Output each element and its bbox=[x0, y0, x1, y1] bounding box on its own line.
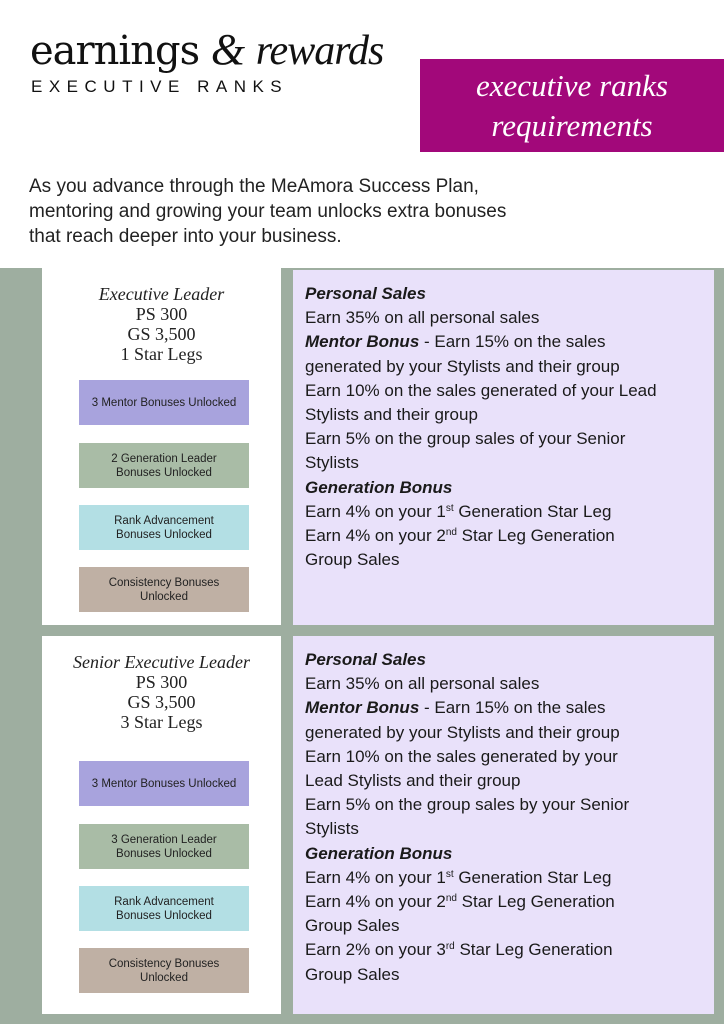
rank-details-executive-leader bbox=[293, 270, 714, 625]
generation-bonus-badge: 3 Generation Leader Bonuses Unlocked bbox=[79, 824, 249, 869]
intro-paragraph bbox=[29, 174, 669, 249]
rank-legs: 3 Star Legs bbox=[120, 712, 203, 732]
detail-line: Group Sales bbox=[305, 916, 400, 936]
detail-line: Stylists bbox=[305, 819, 359, 839]
rank-ps: PS 300 bbox=[135, 672, 188, 692]
banner-line-1: executive ranks bbox=[476, 67, 668, 103]
detail-line: Earn 5% on the group sales of your Senior bbox=[305, 429, 626, 449]
rank-card-executive-leader bbox=[42, 268, 281, 625]
detail-line: Earn 35% on all personal sales bbox=[305, 308, 540, 328]
rank-gs: GS 3,500 bbox=[127, 692, 196, 712]
mentor-bonus-heading: Mentor Bonus bbox=[305, 698, 420, 718]
detail-line: Earn 4% on your 2nd Star Leg Generation bbox=[305, 526, 615, 546]
detail-line: generated by your Stylists and their group bbox=[305, 722, 620, 742]
rank-gs: GS 3,500 bbox=[127, 324, 196, 344]
personal-sales-heading: Personal Sales bbox=[305, 284, 426, 303]
intro-line-2: mentoring and growing your team unlocks extra bonuses bbox=[29, 201, 507, 222]
generation-bonus-badge: 2 Generation Leader Bonuses Unlocked bbox=[79, 443, 249, 488]
detail-line: Stylists and their group bbox=[305, 405, 478, 425]
detail-line: Lead Stylists and their group bbox=[305, 771, 521, 791]
detail-line: generated by your Stylists and their group bbox=[305, 356, 620, 376]
page-title bbox=[30, 24, 383, 75]
detail-line: Stylists bbox=[305, 453, 359, 473]
rank-name: Senior Executive Leader bbox=[73, 652, 250, 672]
rank-card-senior-executive-leader bbox=[42, 636, 281, 1014]
banner-line-2: requirements bbox=[491, 107, 653, 143]
detail-line: Earn 10% on the sales generated of your Lead bbox=[305, 380, 657, 400]
detail-line: Earn 4% on your 1st Generation Star Leg bbox=[305, 501, 612, 521]
detail-line: Group Sales bbox=[305, 550, 400, 570]
rank-ps: PS 300 bbox=[135, 304, 188, 324]
detail-line: Earn 5% on the group sales by your Senior bbox=[305, 795, 630, 815]
mentor-bonus-heading: Mentor Bonus bbox=[305, 332, 420, 352]
detail-line: Earn 35% on all personal sales bbox=[305, 674, 540, 694]
mentor-bonus-badge: 3 Mentor Bonuses Unlocked bbox=[79, 761, 249, 806]
detail-line: Earn 2% on your 3rd Star Leg Generation bbox=[305, 940, 613, 960]
detail-line: - Earn 15% on the sales bbox=[419, 332, 606, 352]
consistency-bonus-badge: Consistency Bonuses Unlocked bbox=[79, 567, 249, 612]
requirements-banner bbox=[420, 59, 724, 152]
rank-name: Executive Leader bbox=[98, 284, 225, 304]
rank-details-senior-executive-leader bbox=[293, 636, 714, 1014]
mentor-bonus-badge: 3 Mentor Bonuses Unlocked bbox=[79, 380, 249, 425]
detail-line: - Earn 15% on the sales bbox=[419, 698, 606, 718]
generation-bonus-heading: Generation Bonus bbox=[305, 843, 453, 863]
rank-summary bbox=[42, 284, 281, 364]
title-ampersand: & bbox=[210, 25, 245, 74]
detail-line: Group Sales bbox=[305, 964, 400, 984]
intro-line-1: As you advance through the MeAmora Success Plan, bbox=[29, 176, 479, 197]
rank-legs: 1 Star Legs bbox=[120, 344, 203, 364]
detail-line: Earn 10% on the sales generated by your bbox=[305, 746, 618, 766]
rank-summary bbox=[42, 652, 281, 732]
page-subtitle: EXECUTIVE RANKS bbox=[31, 77, 289, 96]
detail-line: Earn 4% on your 2nd Star Leg Generation bbox=[305, 892, 615, 912]
personal-sales-heading: Personal Sales bbox=[305, 650, 426, 669]
rank-advancement-badge: Rank Advancement Bonuses Unlocked bbox=[79, 505, 249, 550]
detail-line: Earn 4% on your 1st Generation Star Leg bbox=[305, 867, 612, 887]
rank-advancement-badge: Rank Advancement Bonuses Unlocked bbox=[79, 886, 249, 931]
generation-bonus-heading: Generation Bonus bbox=[305, 477, 453, 497]
title-earnings: earnings bbox=[30, 28, 200, 74]
intro-line-3: that reach deeper into your business. bbox=[29, 226, 342, 247]
title-rewards: rewards bbox=[255, 28, 384, 74]
consistency-bonus-badge: Consistency Bonuses Unlocked bbox=[79, 948, 249, 993]
